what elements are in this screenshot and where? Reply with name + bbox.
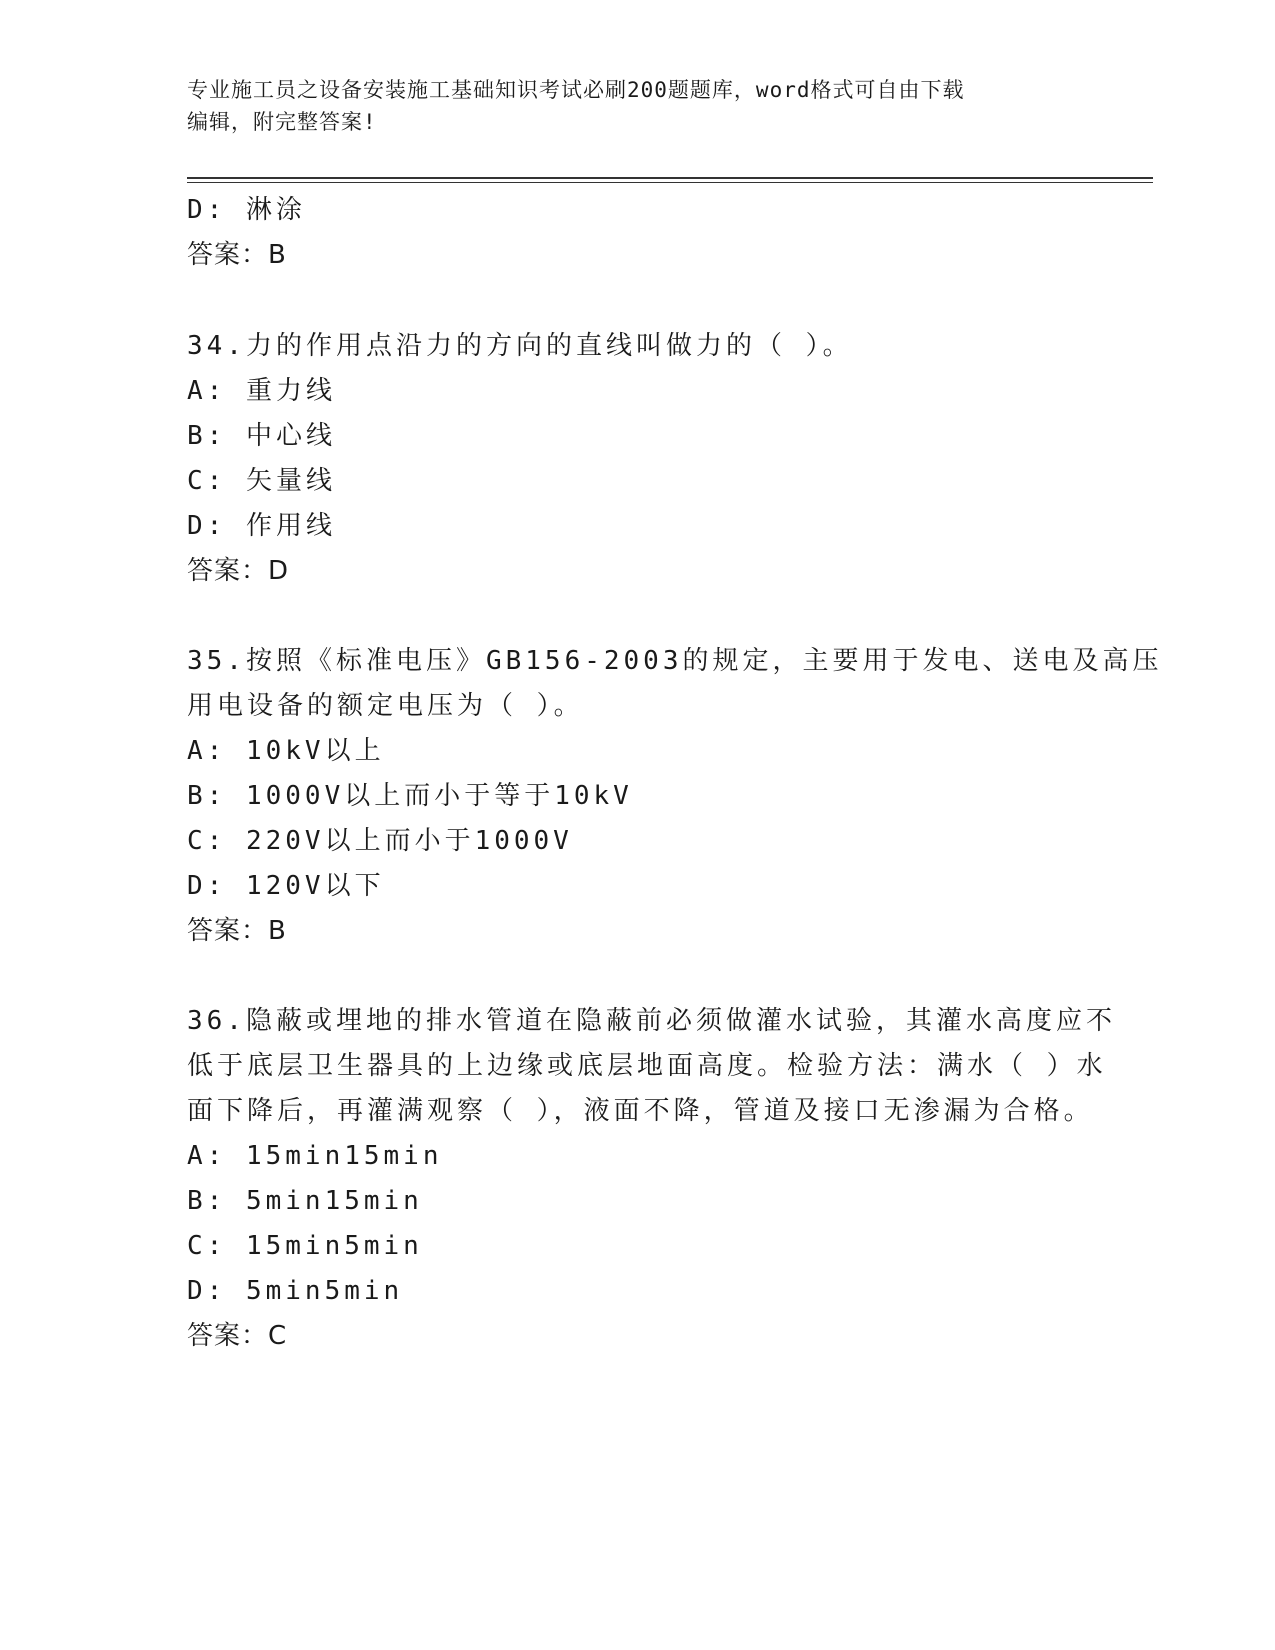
question-35-stem-line-2: 用电设备的额定电压为（ ）。 [187,691,584,721]
question-36-option-c: C: 15min5min [187,1231,423,1261]
question-36-option-d: D: 5min5min [187,1276,404,1306]
header-title-line-2: 编辑，附完整答案! [187,110,377,134]
question-35-option-a: A: 10kV以上 [187,736,385,766]
question-35-option-b: B: 1000V以上而小于等于10kV [187,781,633,811]
question-36-stem-line-1: 36.隐蔽或埋地的排水管道在隐蔽前必须做灌水试验，其灌水高度应不 [187,1006,1116,1036]
question-36-option-a: A: 15min15min [187,1141,443,1171]
question-35-answer: 答案：B [187,916,287,946]
question-36-stem-line-2: 低于底层卫生器具的上边缘或底层地面高度。检验方法：满水（ ）水 [187,1051,1107,1081]
question-34-option-a: A: 重力线 [187,376,336,406]
question-34-stem-line-1: 34.力的作用点沿力的方向的直线叫做力的（ ）。 [187,331,853,361]
question-33-option-d: D: 淋涂 [187,195,306,225]
question-34-option-b: B: 中心线 [187,421,336,451]
question-36-stem-line-3: 面下降后，再灌满观察（ ），液面不降，管道及接口无渗漏为合格。 [187,1096,1094,1126]
header-title-line-1: 专业施工员之设备安装施工基础知识考试必刷200题题库，word格式可自由下载 [187,78,965,102]
question-34-option-d: D: 作用线 [187,511,336,541]
question-36-answer: 答案：C [187,1321,288,1351]
question-34-answer: 答案：D [187,556,290,586]
question-35-stem-line-1: 35.按照《标准电压》GB156-2003的规定，主要用于发电、送电及高压 [187,646,1163,676]
question-34-option-c: C: 矢量线 [187,466,336,496]
document-header [187,74,1087,138]
question-35-option-c: C: 220V以上而小于1000V [187,826,573,856]
question-33-answer: 答案：B [187,240,287,270]
header-divider-bottom [187,182,1153,183]
question-35-option-d: D: 120V以下 [187,871,385,901]
question-36-option-b: B: 5min15min [187,1186,423,1216]
header-divider-top [187,177,1153,179]
